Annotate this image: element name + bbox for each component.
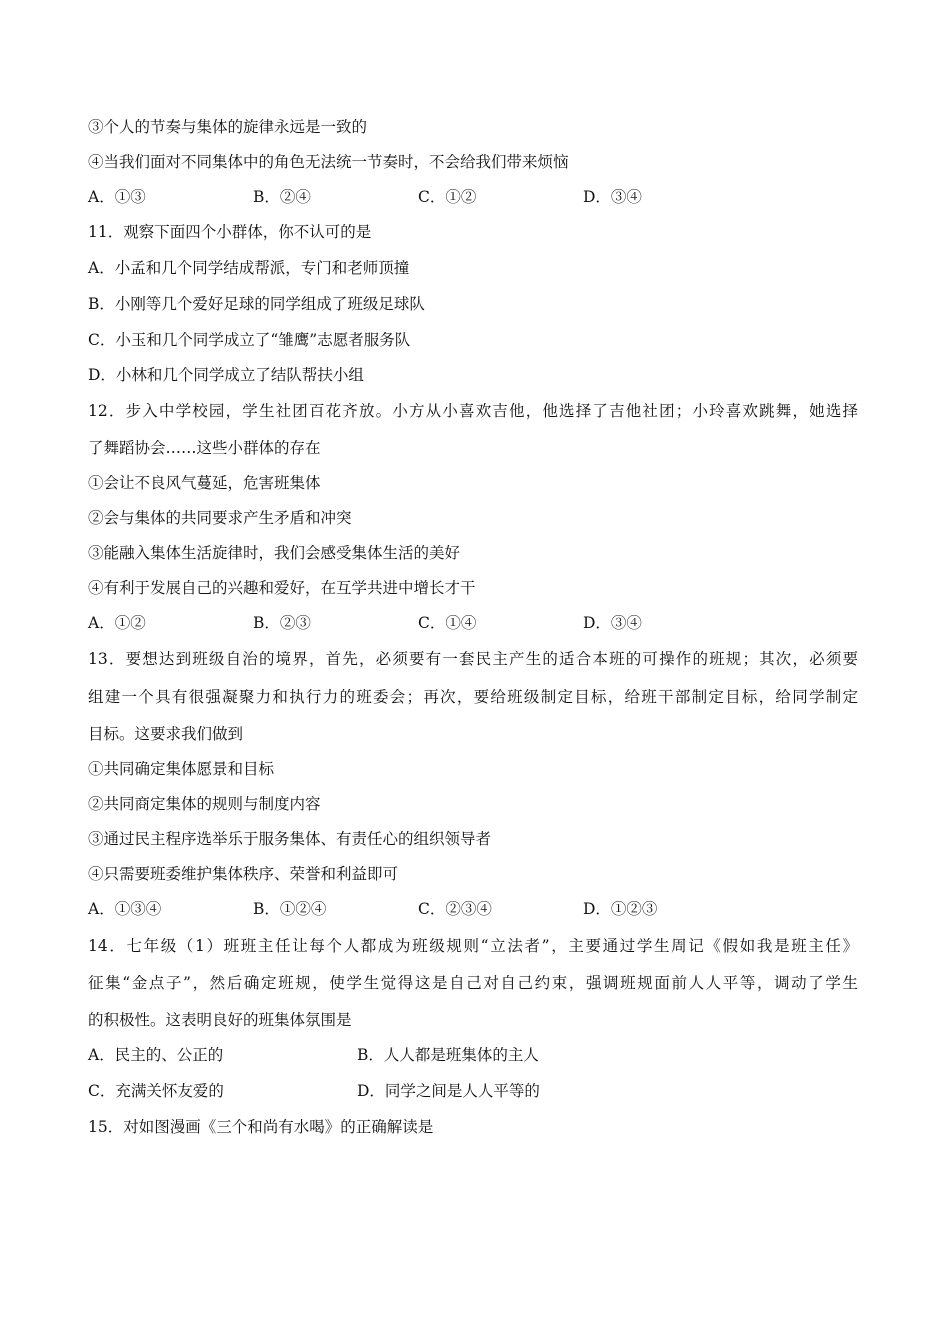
q14-stem-line-1: 14．七年级（1）班班主任让每个人都成为班级规则“立法者”，主要通过学生周记《假如我是班主任》 xyxy=(88,937,858,955)
q14-option-d: D．同学之间是人人平等的 xyxy=(357,1082,540,1100)
q12-item-1: ①会让不良风气蔓延，危害班集体 xyxy=(88,474,321,492)
q10-option-b: B．②④ xyxy=(253,188,311,206)
q12-item-3: ③能融入集体生活旋律时，我们会感受集体生活的美好 xyxy=(88,544,461,562)
q13-option-a: A．①③④ xyxy=(88,900,162,918)
q13-option-d: D．①②③ xyxy=(583,900,658,918)
q12-option-b: B．②③ xyxy=(253,614,311,632)
q12-option-d: D．③④ xyxy=(583,614,642,632)
q14-option-c: C．充满关怀友爱的 xyxy=(88,1082,224,1100)
q13-stem-line-1: 13．要想达到班级自治的境界，首先，必须要有一套民主产生的适合本班的可操作的班规；其次，必须要 xyxy=(88,650,858,668)
q12-option-c: C．①④ xyxy=(418,614,477,632)
q10-option-d: D．③④ xyxy=(583,188,642,206)
q14-option-b: B．人人都是班集体的主人 xyxy=(357,1046,539,1064)
q13-item-3: ③通过民主程序选举乐于服务集体、有责任心的组织领导者 xyxy=(88,830,492,848)
q11-stem: 11．观察下面四个小群体，你不认可的是 xyxy=(88,223,372,241)
q14-stem-line-2: 征集“金点子”，然后确定班规，使学生觉得这是自己对自己约束，强调班规面前人人平等，调动了学生 xyxy=(88,974,858,992)
q10-option-c: C．①② xyxy=(418,188,477,206)
q11-option-a: A．小孟和几个同学结成帮派，专门和老师顶撞 xyxy=(88,259,410,277)
q12-option-a: A．①② xyxy=(88,614,146,632)
q13-option-c: C．②③④ xyxy=(418,900,492,918)
q14-stem-line-3: 的积极性。这表明良好的班集体氛围是 xyxy=(88,1011,352,1029)
q13-stem-line-2: 组建一个具有很强凝聚力和执行力的班委会；再次，要给班级制定目标，给班干部制定目标，给同学制定 xyxy=(88,688,858,706)
q11-option-d: D．小林和几个同学成立了结队帮扶小组 xyxy=(88,366,364,384)
q12-stem-line-2: 了舞蹈协会……这些小群体的存在 xyxy=(88,439,321,457)
q11-option-b: B．小刚等几个爱好足球的同学组成了班级足球队 xyxy=(88,295,425,313)
q12-item-2: ②会与集体的共同要求产生矛盾和冲突 xyxy=(88,509,352,527)
q11-option-c: C．小玉和几个同学成立了“雏鹰”志愿者服务队 xyxy=(88,331,411,349)
q10-item-4: ④当我们面对不同集体中的角色无法统一节奏时，不会给我们带来烦恼 xyxy=(88,153,569,171)
q13-item-2: ②共同商定集体的规则与制度内容 xyxy=(88,795,321,813)
q15-stem: 15．对如图漫画《三个和尚有水喝》的正确解读是 xyxy=(88,1118,434,1136)
q10-option-a: A．①③ xyxy=(88,188,146,206)
q12-stem-line-1: 12．步入中学校园，学生社团百花齐放。小方从小喜欢吉他，他选择了吉他社团；小玲喜欢跳舞，她选择 xyxy=(88,402,858,420)
q12-item-4: ④有利于发展自己的兴趣和爱好，在互学共进中增长才干 xyxy=(88,579,476,597)
q13-option-b: B．①②④ xyxy=(253,900,327,918)
q13-item-1: ①共同确定集体愿景和目标 xyxy=(88,760,275,778)
q13-item-4: ④只需要班委维护集体秩序、荣誉和利益即可 xyxy=(88,865,399,883)
q10-item-3: ③个人的节奏与集体的旋律永远是一致的 xyxy=(88,118,368,136)
q14-option-a: A．民主的、公正的 xyxy=(88,1046,224,1064)
q13-stem-line-3: 目标。这要求我们做到 xyxy=(88,725,244,743)
